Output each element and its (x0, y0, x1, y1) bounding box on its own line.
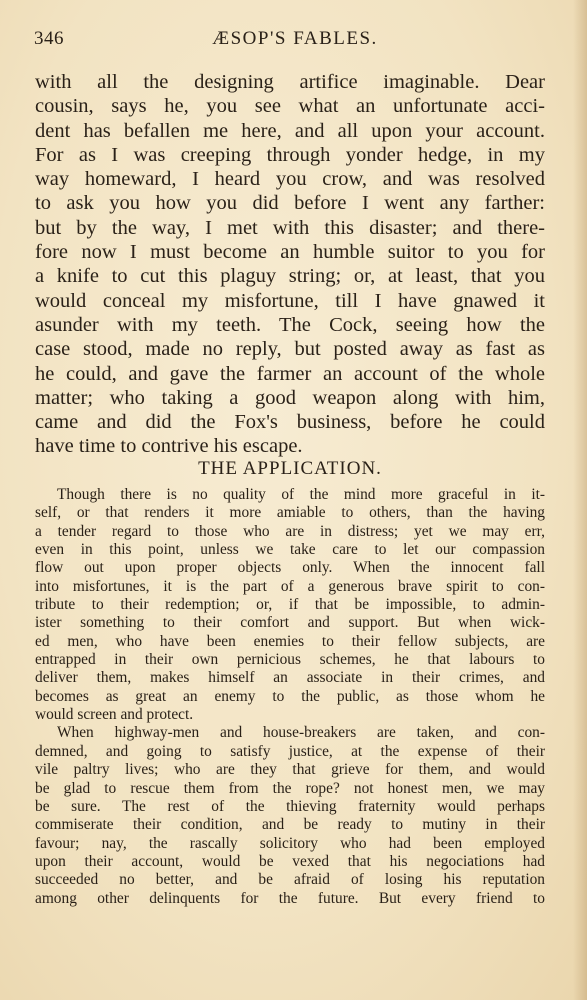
application-line: self, or that renders it more amiable to others, than the having (35, 504, 545, 522)
fable-line: For as I was creeping through yonder hedge, in my (35, 143, 545, 166)
page-edge-shadow (573, 0, 587, 1000)
fable-line: but by the way, I met with this disaster; and there- (35, 216, 545, 239)
fable-line: cousin, says he, you see what an unfortunate acci- (35, 95, 545, 118)
application-line: even in this point, unless we take care to let our compassion (35, 541, 545, 559)
application-heading: THE APPLICATION. (198, 458, 382, 479)
page-header (34, 28, 556, 58)
fable-line: came and did the Fox's business, before he could (35, 411, 545, 434)
application-line: demned, and going to satisfy justice, at the expense of their (35, 742, 545, 760)
application-line: into misfortunes, it is the part of a generous brave spirit to con- (35, 577, 545, 595)
page-number: 346 (34, 28, 64, 49)
application-line: becomes as great an enemy to the public, as those whom he (35, 687, 545, 705)
application-line: tribute to their redemption; or, if that be impossible, to admin- (35, 596, 545, 614)
application-line: upon their account, would be vexed that his negociations had (35, 852, 545, 870)
fable-line: fore now I must become an humble suitor to you for (35, 241, 545, 264)
application-line: be sure. The rest of the thieving fraternity would perhaps (35, 797, 545, 815)
fable-line: with all the designing artifice imaginable. Dear (35, 71, 545, 93)
fable-line: way homeward, I heard you crow, and was resolved (35, 168, 545, 191)
application-line: vile paltry lives; who are they that grieve for them, and would (35, 761, 545, 779)
fable-text-block (35, 70, 545, 459)
fable-line: asunder with my teeth. The Cock, seeing how the (35, 313, 545, 336)
application-line: favour; nay, the rascally solicitory who had been employed (35, 834, 545, 852)
fable-line: would conceal my misfortune, till I have gnawed it (35, 289, 545, 312)
application-line: deliver them, makes himself an associate in their crimes, and (35, 669, 545, 687)
fable-line: dent has befallen me here, and all upon your account. (35, 119, 545, 142)
application-line: be glad to rescue them from the rope? not honest men, we may (35, 779, 545, 797)
fable-line: a knife to cut this plaguy string; or, at least, that you (35, 265, 545, 288)
application-line: commiserate their condition, and be ready to mutiny in their (35, 816, 545, 834)
application-line: entrapped in their own pernicious schemes, he that labours to (35, 651, 545, 669)
application-line: would screen and protect. (35, 706, 194, 724)
fable-line: have time to contrive his escape. (35, 435, 303, 458)
application-line: flow out upon proper objects only. When the innocent fall (35, 559, 545, 577)
running-title: ÆSOP'S FABLES. (212, 28, 378, 49)
fable-line: matter; who taking a good weapon along with him, (35, 386, 545, 409)
application-line: among other delinquents for the future. But every friend to (35, 889, 545, 907)
application-line: ed men, who have been enemies to their fellow subjects, are (35, 632, 545, 650)
fable-line: to ask you how you did before I went any farther: (35, 192, 545, 215)
fable-line: he could, and gave the farmer an account of the whole (35, 362, 545, 385)
application-line: a tender regard to those who are in distress; yet we may err, (35, 522, 545, 540)
application-line: succeeded no better, and be afraid of losing his reputation (35, 871, 545, 889)
application-line: Though there is no quality of the mind more graceful in it- (57, 486, 545, 503)
application-line: When highway-men and house-breakers are taken, and con- (57, 724, 545, 742)
application-line: ister something to their comfort and support. But when wick- (35, 614, 545, 632)
fable-line: case stood, made no reply, but posted away as fast as (35, 338, 545, 361)
application-text-block (35, 486, 545, 908)
